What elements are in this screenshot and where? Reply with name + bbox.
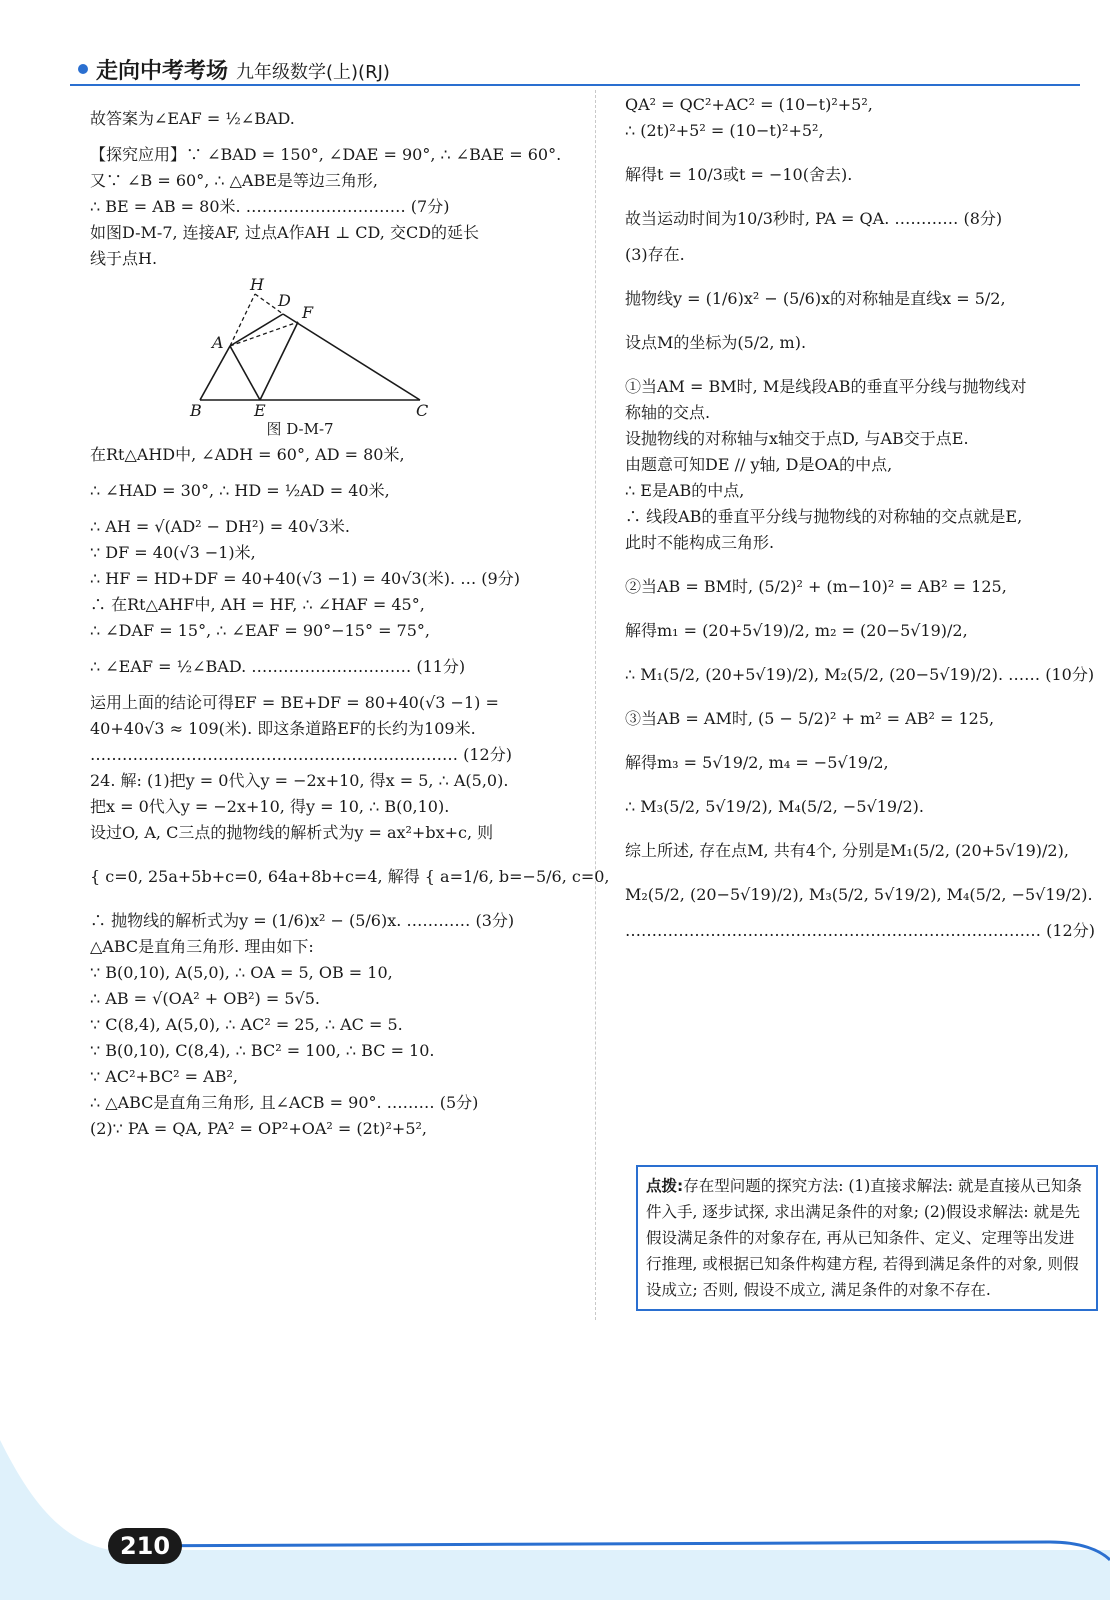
segment-ba [200,346,230,400]
text-line: ∵ B(0,10), A(5,0), ∴ OA = 5, OB = 10, [90,963,393,982]
text-line: M₂(5/2, (20−5√19)/2), M₃(5/2, 5√19/2), M₄(5/2, −5√19/2). [625,885,1093,904]
text-line: ∵ C(8,4), A(5,0), ∴ AC² = 25, ∴ AC = 5. [90,1015,403,1034]
text-line: ①当AM = BM时, M是线段AB的垂直平分线与抛物线对 [625,377,1027,396]
figure-caption: 图 D-M-7 [266,420,334,438]
text-line: 又∵ ∠B = 60°, ∴ △ABE是等边三角形, [90,171,379,190]
text-line: 线于点H. [90,249,158,268]
label-c: C [416,401,429,416]
page-number: 210 [108,1528,182,1564]
label-f: F [302,303,314,322]
text-line: 此时不能构成三角形. [625,533,775,552]
text-line: 24. 解: (1)把y = 0代入y = −2x+10, 得x = 5, ∴ A(5,0). [90,771,509,790]
header-rule [70,84,1080,86]
text-line: ∴ 线段AB的垂直平分线与抛物线的对称轴的交点就是E, [625,507,1023,526]
text-line: ∴ AB = √(OA² + OB²) = 5√5. [90,989,321,1008]
tip-text: 存在型问题的探究方法: (1)直接求解法: 就是直接从已知条件入手, 逐步试探, 求出满足条件的对象; (2)假设求解法: 就是先假设满足条件的对象存在, 再从已知条件、定义、定理等出发进行推理, 或根据已知条件构建方程, 若得到满足条件的对象, 则假设成立; 否则, 假设不成立, 满足条件的对象不存在. [646,1177,1082,1299]
text-line: ∴ 抛物线的解析式为y = (1/6)x² − (5/6)x. ………… (3分) [90,911,515,930]
text-line: ②当AB = BM时, (5/2)² + (m−10)² = AB² = 125, [625,577,1007,596]
text-line: ∴ M₁(5/2, (20+5√19)/2), M₂(5/2, (20−5√19)/2). …… (10分) [625,665,1095,684]
text-line: ∴ E是AB的中点, [625,481,745,500]
text-line: 【探究应用】∵ ∠BAD = 150°, ∠DAE = 90°, ∴ ∠BAE = 60°. [90,145,562,164]
column-separator [595,90,596,1320]
text-line: ∴ M₃(5/2, 5√19/2), M₄(5/2, −5√19/2). [625,797,924,816]
label-a: A [212,333,224,352]
text-line: ∴ BE = AB = 80米. ………………………… (7分) [90,197,450,216]
text-line: 综上所述, 存在点M, 共有4个, 分别是M₁(5/2, (20+5√19)/2), [625,841,1069,860]
text-line: ③当AB = AM时, (5 − 5/2)² + m² = AB² = 125, [625,709,995,728]
text-line: (2)∵ PA = QA, PA² = OP²+OA² = (2t)²+5², [90,1119,428,1138]
text-line: 设抛物线的对称轴与x轴交于点D, 与AB交于点E. [625,429,969,448]
page-header [70,52,1080,86]
text-line: 在Rt△AHD中, ∠ADH = 60°, AD = 80米, [90,445,405,464]
text-line: 由题意可知DE // y轴, D是OA的中点, [625,455,893,474]
text-line: ∴ ∠DAF = 15°, ∴ ∠EAF = 90°−15° = 75°, [90,621,430,640]
label-e: E [254,401,266,416]
text-line: QA² = QC²+AC² = (10−t)²+5², [625,95,873,114]
text-line: 抛物线y = (1/6)x² − (5/6)x的对称轴是直线x = 5/2, [625,289,1006,308]
label-b: B [190,401,202,416]
text-line: 设过O, A, C三点的抛物线的解析式为y = ax²+bx+c, 则 [90,823,494,842]
book-title [96,54,390,85]
text-line: ∴ ∠HAD = 30°, ∴ HD = ½AD = 40米, [90,481,390,500]
text-line: { c=0, 25a+5b+c=0, 64a+8b+c=4, 解得 { a=1/6, b=−5/6, c=0, [90,867,610,886]
geometry-figure [170,276,430,442]
text-line: ∵ B(0,10), C(8,4), ∴ BC² = 100, ∴ BC = 10. [90,1041,435,1060]
text-line: ∵ AC²+BC² = AB², [90,1067,238,1086]
grade-subtitle: 九年级数学(上)(RJ) [236,62,390,83]
text-line: …………………………………………………………… (12分) [90,745,512,764]
tip-box [636,1165,1098,1311]
text-line: ∴ ∠EAF = ½∠BAD. ………………………… (11分) [90,657,466,676]
text-line: 故答案为∠EAF = ½∠BAD. [90,109,295,128]
footer-wave-decoration [0,1440,1110,1600]
segment-ae [230,346,260,400]
text-line: (3)存在. [625,245,685,264]
text-line: ∵ DF = 40(√3 −1)米, [90,543,256,562]
text-line: ∴ AH = √(AD² − DH²) = 40√3米. [90,517,351,536]
text-line: …………………………………………………………………… (12分) [625,921,1095,940]
label-d: D [278,291,291,310]
right-column [625,92,1095,944]
bullet-dot-icon [78,64,88,74]
text-line: ∴ HF = HD+DF = 40+40(√3 −1) = 40√3(米). … (9分) [90,569,520,588]
tip-label: 点拨: [646,1177,684,1195]
text-line: 解得t = 10/3或t = −10(舍去). [625,165,853,184]
text-line: 如图D-M-7, 连接AF, 过点A作AH ⊥ CD, 交CD的延长 [90,223,480,242]
segment-dc [283,314,420,400]
label-h: H [250,276,264,294]
text-line: ∴ △ABC是直角三角形, 且∠ACB = 90°. ……… (5分) [90,1093,479,1112]
text-line: 40+40√3 ≈ 109(米). 即这条道路EF的长约为109米. [90,719,476,738]
text-line: 解得m₃ = 5√19/2, m₄ = −5√19/2, [625,753,889,772]
series-title: 走向中考考场 [96,59,229,84]
figure-d-m-7 [170,276,430,416]
text-line: ∴ (2t)²+5² = (10−t)²+5², [625,121,824,140]
text-line: 把x = 0代入y = −2x+10, 得y = 10, ∴ B(0,10). [90,797,450,816]
text-line: ∴ 在Rt△AHF中, AH = HF, ∴ ∠HAF = 45°, [90,595,425,614]
text-line: 故当运动时间为10/3秒时, PA = QA. ………… (8分) [625,209,1003,228]
left-column [90,106,610,1142]
text-line: 解得m₁ = (20+5√19)/2, m₂ = (20−5√19)/2, [625,621,968,640]
text-line: 设点M的坐标为(5/2, m). [625,333,807,352]
text-line: 称轴的交点. [625,403,711,422]
text-line: 运用上面的结论可得EF = BE+DF = 80+40(√3 −1) = [90,693,499,712]
text-line: △ABC是直角三角形. 理由如下: [90,937,314,956]
